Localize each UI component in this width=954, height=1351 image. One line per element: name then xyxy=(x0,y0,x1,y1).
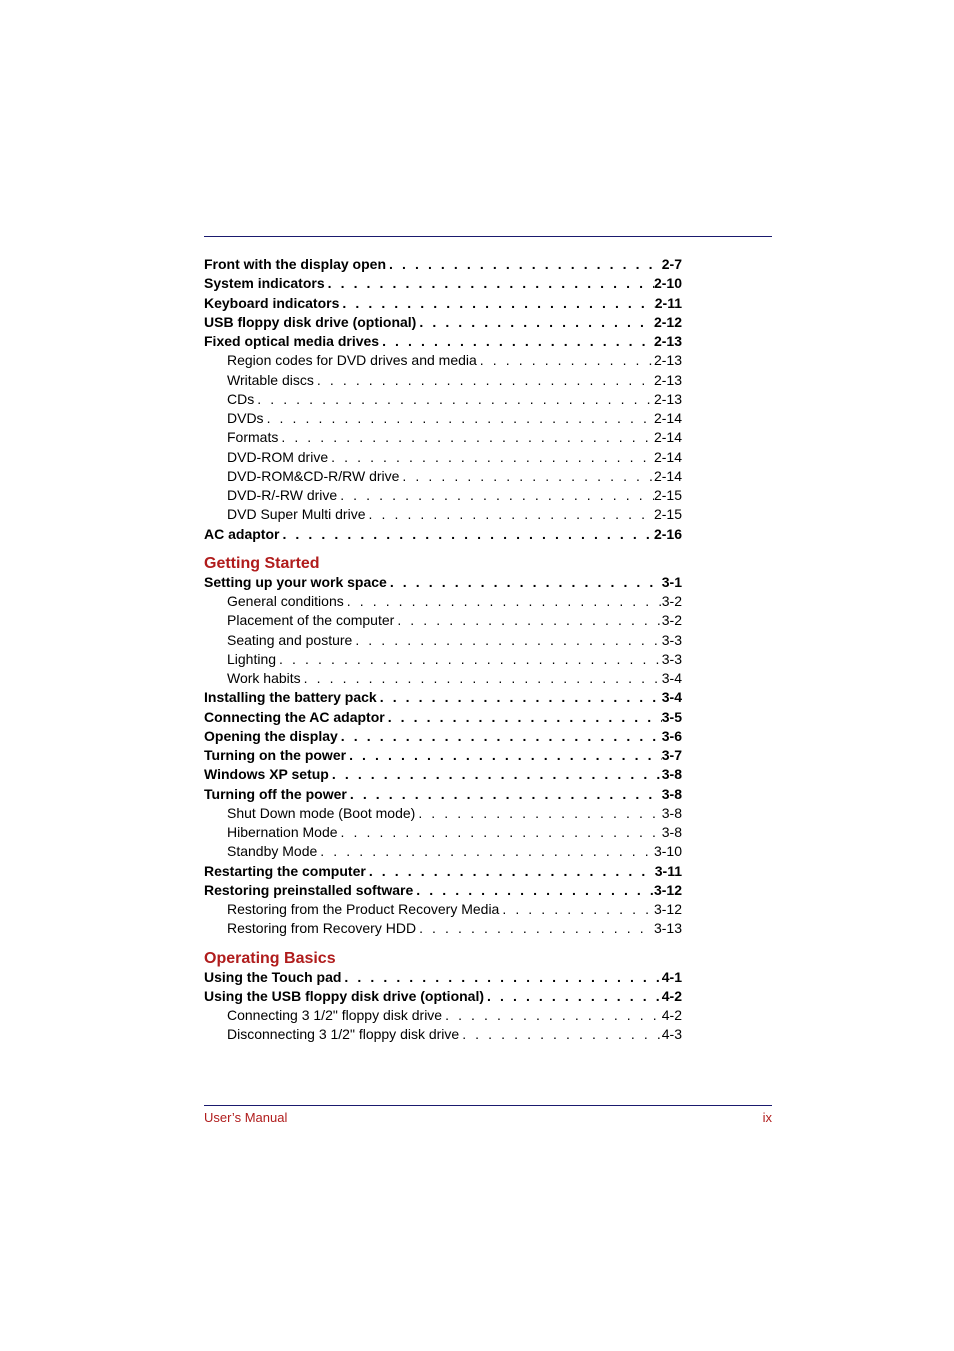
toc-entry-page: 3-2 xyxy=(661,593,682,609)
toc-entry-label: Seating and posture xyxy=(227,631,353,648)
toc-entry[interactable] xyxy=(204,611,682,630)
toc-entry-label: Using the USB floppy disk drive (optional) xyxy=(204,987,485,1004)
toc-entry[interactable] xyxy=(204,650,682,669)
toc-entry-page: 3-6 xyxy=(661,727,682,744)
footer-rule xyxy=(204,1105,772,1106)
toc-entry-label: DVD Super Multi drive xyxy=(227,506,366,523)
toc-entry-label: DVD-R/-RW drive xyxy=(227,487,338,503)
toc-entry-label: DVD-ROM drive xyxy=(227,448,329,465)
toc-entry-page: 3-3 xyxy=(661,631,682,648)
toc-entry-label: Work habits xyxy=(227,670,301,686)
toc-entry[interactable] xyxy=(204,294,682,313)
toc-entry-page: 3-4 xyxy=(661,670,682,686)
dot-leader xyxy=(442,1006,662,1025)
footer-page-number: ix xyxy=(762,1110,772,1125)
toc-entry-label: Turning on the power xyxy=(204,747,347,763)
toc-entry-label: DVDs xyxy=(227,410,264,426)
dot-leader xyxy=(329,765,662,784)
toc-entry-page: 3-4 xyxy=(661,689,682,706)
toc-entry-label: Turning off the power xyxy=(204,785,347,802)
toc-entry-label: Restoring from the Product Recovery Media xyxy=(227,901,500,917)
toc-entry-page: 2-12 xyxy=(653,313,682,330)
toc-entry[interactable] xyxy=(204,785,682,804)
toc-entry-page: 3-8 xyxy=(661,785,682,802)
toc-entry-page: 3-3 xyxy=(661,650,682,667)
toc-entry-page: 3-5 xyxy=(661,708,682,725)
dot-leader xyxy=(399,467,654,486)
table-of-contents xyxy=(204,255,682,1045)
dot-leader xyxy=(325,274,654,293)
dot-leader xyxy=(415,804,661,823)
toc-entry-page: 3-7 xyxy=(661,747,682,763)
toc-entry-label: Windows XP setup xyxy=(204,766,329,783)
toc-entry[interactable] xyxy=(204,968,682,987)
toc-entry-label: Installing the battery pack xyxy=(204,689,377,706)
toc-entry-page: 2-15 xyxy=(653,506,682,523)
dot-leader xyxy=(394,611,661,630)
toc-entry-label: Standby Mode xyxy=(227,843,318,860)
toc-entry-page: 3-12 xyxy=(653,901,682,917)
toc-entry-label: Restoring from Recovery HDD xyxy=(227,920,417,937)
toc-entry[interactable] xyxy=(204,332,682,351)
dot-leader xyxy=(459,1025,662,1044)
toc-entry-page: 2-14 xyxy=(653,467,682,484)
toc-entry[interactable] xyxy=(204,862,682,881)
dot-leader xyxy=(366,505,654,524)
toc-entry-page: 3-10 xyxy=(653,843,682,860)
toc-entry[interactable] xyxy=(204,448,682,467)
toc-entry[interactable] xyxy=(204,746,682,765)
toc-entry[interactable] xyxy=(204,708,682,727)
dot-leader xyxy=(328,448,654,467)
toc-entry-label: Opening the display xyxy=(204,727,338,744)
toc-entry-label: Front with the display open xyxy=(204,256,386,272)
toc-entry-page: 3-13 xyxy=(653,920,682,937)
toc-entry-page: 4-2 xyxy=(661,987,682,1004)
dot-leader xyxy=(341,968,661,987)
toc-entry-page: 3-8 xyxy=(661,824,682,840)
toc-entry-label: Writable discs xyxy=(227,371,314,388)
toc-entry[interactable] xyxy=(204,669,682,688)
toc-entry[interactable] xyxy=(204,573,682,592)
toc-entry-page: 2-7 xyxy=(661,256,682,272)
header-rule xyxy=(204,236,772,237)
toc-entry-page: 4-3 xyxy=(661,1026,682,1043)
toc-entry-label: Setting up your work space xyxy=(204,573,387,590)
dot-leader xyxy=(386,255,662,274)
toc-entry-page: 3-11 xyxy=(654,862,682,879)
dot-leader xyxy=(366,862,655,881)
dot-leader xyxy=(337,486,654,505)
toc-entry-label: System indicators xyxy=(204,275,325,292)
toc-entry[interactable] xyxy=(204,919,682,938)
toc-entry[interactable] xyxy=(204,592,682,611)
toc-entry-page: 2-10 xyxy=(653,275,682,292)
toc-entry[interactable] xyxy=(204,881,682,900)
toc-entry-page: 3-1 xyxy=(661,573,682,590)
toc-entry[interactable] xyxy=(204,727,682,746)
toc-entry-label: CDs xyxy=(227,390,255,407)
dot-leader xyxy=(347,785,662,804)
toc-entry-label: Region codes for DVD drives and media xyxy=(227,352,477,369)
toc-entry[interactable] xyxy=(204,765,682,784)
toc-entry[interactable] xyxy=(204,900,682,919)
toc-entry-page: 2-14 xyxy=(653,410,682,426)
toc-entry-label: Connecting 3 1/2" floppy disk drive xyxy=(227,1007,443,1023)
dot-leader xyxy=(377,688,662,707)
toc-entry-label: Formats xyxy=(227,429,279,446)
toc-entry-label: Hibernation Mode xyxy=(227,824,338,840)
toc-entry[interactable] xyxy=(204,274,682,293)
toc-entry-page: 2-13 xyxy=(653,390,682,407)
dot-leader xyxy=(276,650,662,669)
toc-entry[interactable] xyxy=(204,842,682,861)
toc-entry-page: 3-2 xyxy=(661,612,682,629)
dot-leader xyxy=(314,371,654,390)
toc-entry-page: 2-13 xyxy=(653,371,682,388)
toc-entry-label: Connecting the AC adaptor xyxy=(204,708,385,725)
toc-entry[interactable] xyxy=(204,688,682,707)
toc-entry[interactable] xyxy=(204,313,682,332)
toc-entry[interactable] xyxy=(204,804,682,823)
toc-entry-page: 2-13 xyxy=(653,333,682,349)
toc-entry[interactable] xyxy=(204,486,682,505)
toc-entry-label: USB floppy disk drive (optional) xyxy=(204,313,417,330)
toc-entry[interactable] xyxy=(204,390,682,409)
toc-entry-page: 3-8 xyxy=(661,804,682,821)
toc-entry-label: Fixed optical media drives xyxy=(204,333,380,349)
toc-entry-label: General conditions xyxy=(227,593,344,609)
toc-entry-label: AC adaptor xyxy=(204,525,280,542)
toc-entry-label: DVD-ROM&CD-R/RW drive xyxy=(227,467,400,484)
dot-leader xyxy=(413,881,654,900)
toc-entry[interactable] xyxy=(204,525,682,544)
toc-entry-label: Shut Down mode (Boot mode) xyxy=(227,804,416,821)
dot-leader xyxy=(279,525,654,544)
dot-leader xyxy=(254,390,654,409)
dot-leader xyxy=(346,746,662,765)
toc-entry-page: 3-8 xyxy=(661,766,682,783)
toc-entry-page: 4-2 xyxy=(661,1007,682,1023)
toc-entry-page: 2-15 xyxy=(653,487,682,503)
toc-entry-page: 2-16 xyxy=(653,525,682,542)
dot-leader xyxy=(416,919,654,938)
toc-entry-label: Lighting xyxy=(227,650,277,667)
toc-entry[interactable] xyxy=(204,351,682,370)
toc-entry-page: 3-12 xyxy=(653,881,682,898)
dot-leader xyxy=(338,823,662,842)
dot-leader xyxy=(484,987,662,1006)
dot-leader xyxy=(339,294,654,313)
dot-leader xyxy=(278,428,654,447)
dot-leader xyxy=(317,842,654,861)
dot-leader xyxy=(264,409,654,428)
dot-leader xyxy=(477,351,654,370)
toc-entry-label: Using the Touch pad xyxy=(204,968,342,985)
toc-entry[interactable] xyxy=(204,1025,682,1044)
toc-entry-label: Restarting the computer xyxy=(204,862,366,879)
toc-group-3 xyxy=(204,968,682,1045)
toc-entry[interactable] xyxy=(204,409,682,428)
dot-leader xyxy=(499,900,654,919)
toc-entry[interactable] xyxy=(204,371,682,390)
dot-leader xyxy=(344,592,662,611)
toc-entry[interactable] xyxy=(204,1006,682,1025)
toc-entry-label: Disconnecting 3 1/2" floppy disk drive xyxy=(227,1026,460,1043)
dot-leader xyxy=(379,332,654,351)
dot-leader xyxy=(338,727,662,746)
toc-entry-page: 2-14 xyxy=(653,448,682,465)
toc-entry-page: 4-1 xyxy=(661,968,682,985)
toc-entry-label: Restoring preinstalled software xyxy=(204,881,414,898)
toc-entry[interactable] xyxy=(204,631,682,650)
dot-leader xyxy=(301,669,662,688)
dot-leader xyxy=(352,631,661,650)
footer-manual-title: User’s Manual xyxy=(204,1110,288,1125)
toc-entry[interactable] xyxy=(204,467,682,486)
toc-group-1 xyxy=(204,255,682,544)
dot-leader xyxy=(416,313,654,332)
section-heading-operating-basics[interactable]: Operating Basics xyxy=(204,949,336,967)
dot-leader xyxy=(385,708,662,727)
toc-entry-label: Keyboard indicators xyxy=(204,294,340,311)
dot-leader xyxy=(387,573,662,592)
toc-entry[interactable] xyxy=(204,255,682,274)
toc-group-2 xyxy=(204,573,682,939)
toc-entry-page: 2-13 xyxy=(653,352,682,369)
section-heading-getting-started[interactable]: Getting Started xyxy=(204,554,320,572)
toc-entry[interactable] xyxy=(204,505,682,524)
toc-entry[interactable] xyxy=(204,428,682,447)
toc-entry-page: 2-11 xyxy=(654,294,682,311)
toc-entry[interactable] xyxy=(204,823,682,842)
toc-entry-label: Placement of the computer xyxy=(227,612,395,629)
toc-entry-page: 2-14 xyxy=(653,429,682,446)
toc-entry[interactable] xyxy=(204,987,682,1006)
